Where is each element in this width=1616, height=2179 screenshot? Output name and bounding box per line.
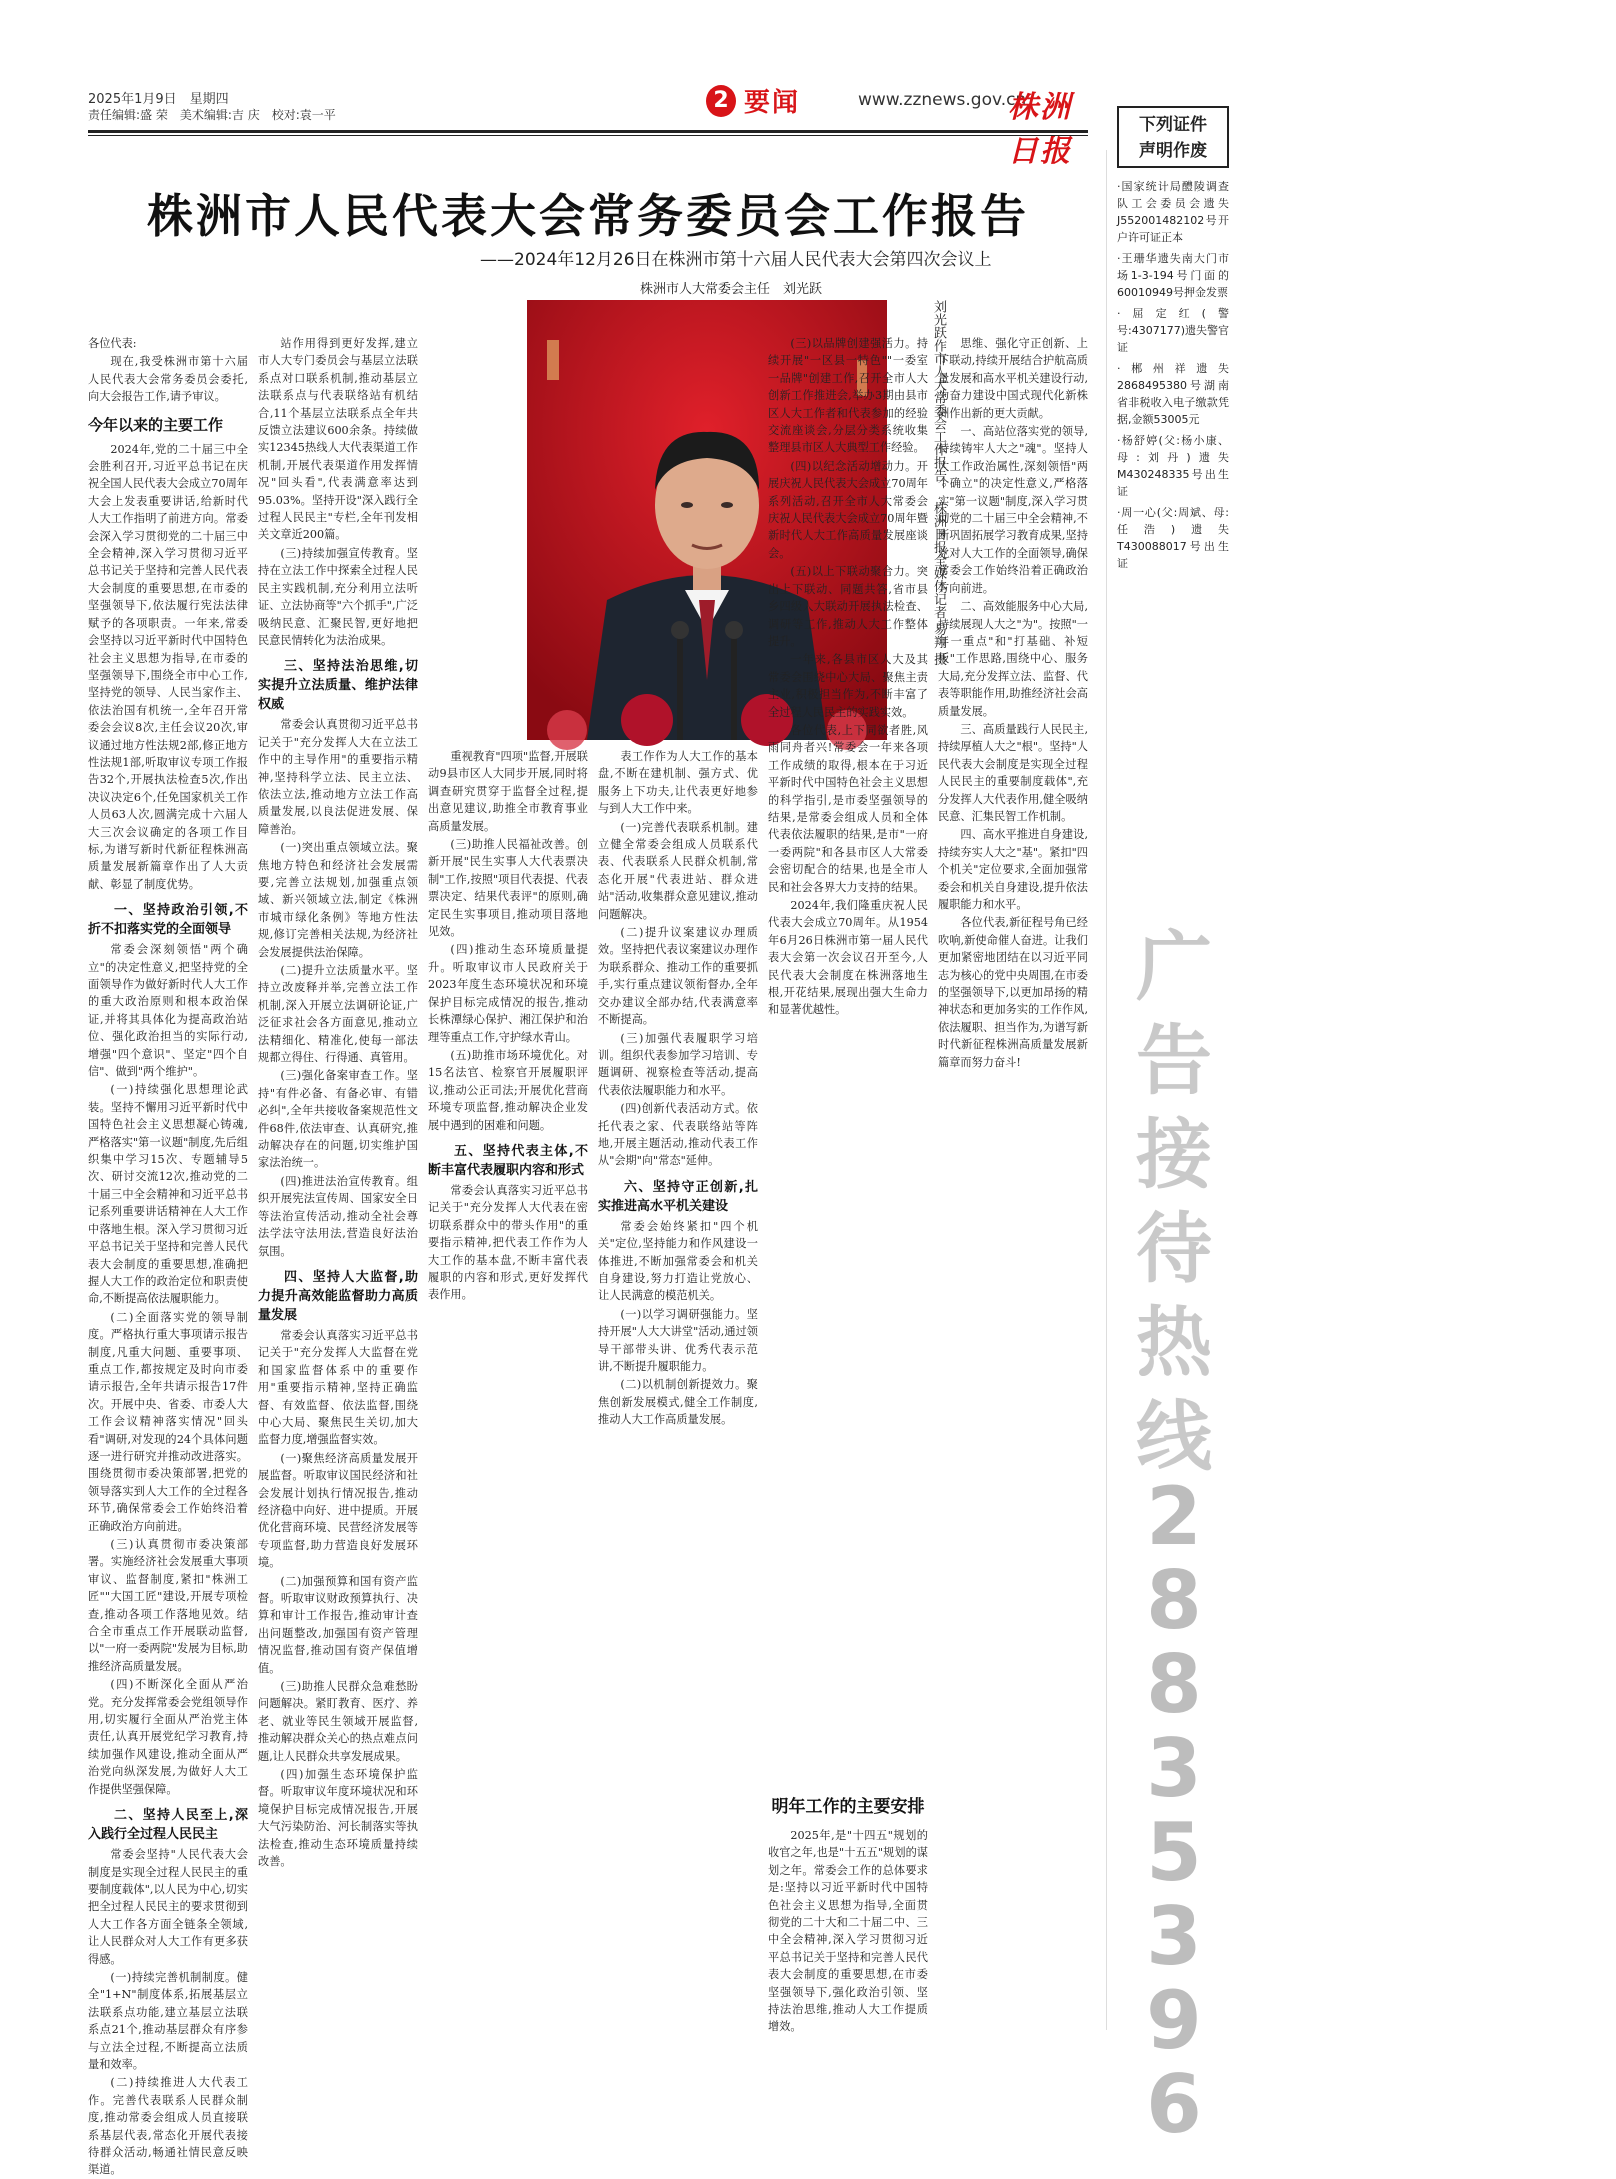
ad-hotline-number: 2 8 8 3 5 3 9 6: [1146, 1470, 1202, 2151]
paragraph: 各位代表:: [88, 337, 137, 350]
section-marker: [706, 82, 800, 119]
page-number: 2: [706, 85, 736, 117]
article-author: 株洲市人大常委会主任 刘光跃: [640, 282, 823, 297]
paragraph: 常委会坚持"人民代表大会制度是实现全过程人民民主的重要制度载体",以人民为中心,切实把全过程人民民主的要求贯彻到人大工作各方面全链条全领域,让人民群众对人大工作有更多获得感。: [88, 1848, 248, 1966]
paragraph: (三)助推人民福祉改善。创新开展"民生实事人大代表票决制"工作,按照"项目代表提、代表票决定、结果代表评"的原则,确定民生实事项目,推动项目落地见效。: [428, 838, 588, 939]
editor-credits: 责任编辑:盛 荣 美术编辑:吉 庆 校对:袁一平: [88, 108, 336, 122]
paragraph: (三)以品牌创建强活力。持续开展"一区县一特色""一委室一品牌"创建工作,召开全市人大创新工作推进会,举办3期由县市区人大工作者和代表参加的经验交流座谈会,分层分类系统收集整理县市区人大典型工作经验。: [768, 337, 928, 455]
paragraph: 站作用得到更好发挥,建立市人大专门委员会与基层立法联系点对口联系机制,推动基层立法联系点与代表联络站有机结合,11个基层立法联系点全年共反馈立法建议600余条。持续做实12345热线人大代表渠道工作机制,开展代表渠道作用发挥情况"回头看",代表满意率达到95.03%。坚持开设"深入践行全过程人民民主"专栏,全年刊发相关文章近200篇。: [258, 337, 418, 542]
section-name: 要闻: [744, 88, 801, 118]
issue-date: 2025年1月9日 星期四: [88, 92, 229, 107]
paragraph: (四)推进法治宣传教育。组织开展宪法宣传周、国家安全日等法治宣传活动,推动全社会尊法学法守法用法,营造良好法治氛围。: [258, 1174, 418, 1258]
paragraph: 常委会认真落实习近平总书记关于"充分发挥人大监督在党和国家监督体系中的重要作用"重要指示精神,坚持正确监督、有效监督、依法监督,围绕中心大局、聚焦民生关切,加大监督力度,增强监督实效。: [258, 1328, 418, 1447]
notice-header-line-1: 下列证件: [1139, 115, 1207, 135]
article-column-2: [258, 335, 418, 2035]
section-heading: 一、坚持政治引领,不折不扣落实党的全面领导: [88, 903, 248, 938]
section-heading: 二、坚持人民至上,深入践行全过程人民民主: [88, 1808, 248, 1843]
section-heading: 六、坚持守正创新,扎实推进高水平机关建设: [598, 1179, 758, 1214]
photo-caption: 刘光跃作市人大常委会工作报告。 株洲日报全媒体记者 易翔 摄: [931, 300, 946, 666]
newspaper-masthead: 株洲日报: [1008, 90, 1072, 169]
section-heading: 五、坚持代表主体,不断丰富代表履职内容和形式: [428, 1143, 588, 1178]
notice-item: ·杨舒婷(父:杨小康、母:刘丹)遗失M430248335号出生证: [1117, 434, 1229, 498]
notice-item: ·王珊华遗失南大门市场1-3-194号门面的60010949号押金发票: [1117, 252, 1229, 299]
notice-item: ·屈定红(警号:4307177)遗失警官证: [1117, 307, 1229, 354]
paragraph: (五)以上下联动聚合力。突出上下联动、同题共答,省市县乡四级人大联动开展执法检查、调研等工作,推动人大工作整体提升。: [768, 565, 928, 648]
article-column-6: [938, 335, 1088, 2035]
paragraph: (四)创新代表活动方式。依托代表之家、代表联络站等阵地,开展主题活动,推动代表工作从"会期"向"常态"延伸。: [598, 1102, 758, 1168]
paragraph: 各位代表,新征程号角已经吹响,新使命催人奋进。让我们更加紧密地团结在以习近平同志为核心的党中央周围,在市委的坚强领导下,以更加昂扬的精神状态和更加务实的工作作风,依法履职、担当作为,为谱写新时代新征程株洲高质量发展新篇章而努力奋斗!: [938, 916, 1088, 1069]
paragraph: 2024年,我们隆重庆祝人民代表大会成立70周年。从1954年6月26日株洲市第一届人民代表大会第一次会议召开至今,人民代表大会制度在株洲落地生根,开花结果,展现出强大生命力和显著优越性。: [768, 899, 928, 1017]
paragraph: (四)推动生态环境质量提升。听取审议市人民政府关于2023年度生态环境状况和环境保护目标完成情况的报告,推动长株潭绿心保护、湘江保护和治理等重点工作,守护绿水青山。: [428, 943, 588, 1044]
page-header: [88, 82, 1088, 169]
site-url[interactable]: www.zznews.gov.cn: [858, 90, 1027, 110]
paragraph: 常委会始终紧扣"四个机关"定位,坚持能力和作风建设一体推进,不断加强常委会和机关自身建设,努力打造让党放心、让人民满意的模范机关。: [598, 1219, 758, 1303]
paragraph: (二)加强预算和国有资产监督。听取审议财政预算执行、决算和审计工作报告,推动审计查出问题整改,加强国有资产管理情况监督,推动国有资产保值增值。: [258, 1574, 418, 1675]
paragraph: (一)完善代表联系机制。建立健全常委会组成人员联系代表、代表联系人民群众机制,常态化开展"代表进站、群众进站"活动,收集群众意见建议,推动问题解决。: [598, 820, 758, 921]
paragraph: (三)持续加强宣传教育。坚持在立法工作中探索全过程人民民主实践机制,充分利用立法听证、立法协商等"六个抓手",广泛吸纳民意、汇聚民智,更好地把民意民情转化为法治成果。: [258, 546, 418, 647]
notice-item: ·郴州祥遗失2868495380号湖南省非税收入电子缴款凭据,金额53005元: [1117, 362, 1229, 426]
paragraph: 常委会认真贯彻习近平总书记关于"充分发挥人大在立法工作中的主导作用"的重要指示精神,坚持科学立法、民主立法、依法立法,推动地方立法工作高质量发展,以良法促进发展、保障善治。: [258, 718, 418, 836]
article-subtitle: ——2024年12月26日在株洲市第十六届人民代表大会第四次会议上: [480, 250, 992, 270]
paragraph: (四)不断深化全面从严治党。充分发挥常委会党组领导作用,切实履行全面从严治党主体责任,认真开展党纪学习教育,持续加强作风建设,推动全面从严治党向纵深发展,为做好人大工作提供坚强保障。: [88, 1678, 248, 1796]
paragraph: (二)提升立法质量水平。坚持立改废释并举,完善立法工作机制,深入开展立法调研论证,广泛征求社会各方面意见,推动立法精细化、精准化,使每一部法规都立得住、行得通、真管用。: [258, 964, 418, 1065]
paragraph: (三)强化备案审查工作。坚持"有件必备、有备必审、有错必纠",全年共接收备案规范性文件68件,依法审查、认真研究,推动解决存在的问题,切实维护国家法治统一。: [258, 1069, 418, 1170]
notice-box-header: [1117, 106, 1229, 168]
paragraph: (二)以机制创新提效力。聚焦创新发展模式,健全工作制度,推动人大工作高质量发展。: [598, 1378, 758, 1427]
paragraph: (一)聚焦经济高质量发展开展监督。听取审议国民经济和社会发展计划执行情况报告,推动经济稳中向好、进中提质。开展优化营商环境、民营经济发展等专项监督,助力营造良好发展环境。: [258, 1451, 418, 1570]
paragraph: (二)提升议案建议办理质效。坚持把代表议案建议办理作为联系群众、推动工作的重要抓手,实行重点建议领衔督办,全年交办建议全部办结,代表满意率不断提高。: [598, 926, 758, 1027]
article-column-3: [428, 748, 588, 2038]
paragraph: (四)以纪念活动增动力。开展庆祝人民代表大会成立70周年系列活动,召开全市人大常委会庆祝人民代表大会成立70周年暨新时代人大工作高质量发展座谈会。: [768, 459, 928, 560]
paragraph: (二)全面落实党的领导制度。严格执行重大事项请示报告制度,凡重大问题、重要事项、重点工作,都按规定及时向市委请示报告,全年共请示报告17件次。开展中央、省委、市委人大工作会议精神落实情况"回头看"调研,对发现的24个具体问题逐一进行研究并推动改进落实。围绕贯彻市委决策部署,把党的领导落实到人大工作的全过程各环节,确保常委会工作始终沿着正确政治方向前进。: [88, 1310, 248, 1533]
paragraph: (三)认真贯彻市委决策部署。实施经济社会发展重大事项审议、监督制度,紧扣"株洲工匠""大国工匠"建设,开展专项检查,推动各项工作落地见效。结合全市重点工作开展联动监督,以"一府一委两院"发展为目标,助推经济高质量发展。: [88, 1538, 248, 1673]
paragraph: 二、高效能服务中心大局,持续展现人大之"为"。按照"一年一重点"和"打基础、补短板"工作思路,围绕中心、服务大局,充分发挥立法、监督、代表等职能作用,助推经济社会高质量发展。: [938, 600, 1088, 718]
next-year-intro: 2025年,是"十四五"规划的收官之年,也是"十五五"规划的谋划之年。常委会工作的总体要求是:坚持以习近平新时代中国特色社会主义思想为指导,全面贯彻党的二十大和二十届二中、三中全会精神,深入学习贯彻习近平总书记关于坚持和完善人民代表大会制度的重要思想,在市委坚强领导下,强化政治引领、坚持法治思维,推动人大工作提质增效。: [768, 1829, 928, 2034]
notice-item: ·国家统计局醴陵调查队工会委员会遗失J552001482102号开户许可证正本: [1117, 180, 1229, 244]
next-year-heading: 明年工作的主要安排: [771, 1797, 925, 1817]
article-title: 株洲市人民代表大会常务委员会工作报告: [147, 189, 1029, 243]
paragraph: (一)突出重点领域立法。聚焦地方特色和经济社会发展需要,完善立法规划,加强重点领域、新兴领域立法,制定《株洲市城市绿化条例》等地方性法规,修订完善相关法规,为经济社会发展提供法治保障。: [258, 841, 418, 959]
paragraph: (一)持续完善机制制度。健全"1+N"制度体系,拓展基层立法联系点功能,建立基层立法联系点21个,推动基层群众有序参与立法全过程,不断提高立法质量和效率。: [88, 1970, 248, 2071]
paragraph: 表工作作为人大工作的基本盘,不断在建机制、强方式、优服务上下功夫,让代表更好地参与到人大工作中来。: [598, 750, 758, 816]
paragraph: 2024年,党的二十届三中全会胜利召开,习近平总书记在庆祝全国人民代表大会成立70周年大会上发表重要讲话,给新时代人大工作指明了前进方向。常委会深入学习贯彻党的二十届三中全会精神,深入学习贯彻习近平总书记关于坚持和完善人民代表大会制度的重要思想,在市委的坚强领导下,依法履行宪法法律赋予的各项职责。一年来,常委会坚持以习近平新时代中国特色社会主义思想为指导,在市委的坚强领导下,围绕全市中心工作,坚持党的领导、人民当家作主、依法治国有机统一,全年召开常委会会议8次,主任会议20次,审议通过地方性法规2部,修正地方性法规1部,听取审议专项工作报告32个,开展执法检查5次,作出决议决定6个,任免国家机关工作人员63人次,圆满完成十六届人大三次会议确定的各项工作目标,为谱写新时代新征程株洲高质量发展新篇章作出了人大贡献、彰显了制度优势。: [88, 442, 248, 891]
paragraph: (五)助推市场环境优化。对15名法官、检察官开展履职评议,推动公正司法;开展优化营商环境专项监督,推动解决企业发展中遇到的困难和问题。: [428, 1048, 588, 1132]
next-year-section: [768, 1780, 928, 2035]
article-column-5: [768, 335, 928, 1765]
paragraph: 各位代表,上下同欲者胜,风雨同舟者兴!常委会一年来各项工作成绩的取得,根本在于习近平新时代中国特色社会主义思想的科学指引,是市委坚强领导的结果,是常委会组成人员和全体代表依法履职的结果,是市"一府一委两院"和各县市区人大常委会密切配合的结果,也是全市人民和社会各界大力支持的结果。: [768, 723, 928, 894]
header-rule-thin: [88, 135, 1088, 136]
paragraph: (一)以学习调研强能力。坚持开展"人大大讲堂"活动,通过领导干部带头讲、优秀代表示范讲,不断提升履职能力。: [598, 1307, 758, 1373]
paragraph: 三、高质量践行人民民主,持续厚植人大之"根"。坚持"人民代表大会制度是实现全过程人民民主的重要制度载体",充分发挥人大代表作用,健全吸纳民意、汇集民智工作机制。: [938, 722, 1088, 823]
ad-hotline-label: 广 告 接 待 热 线: [1136, 922, 1212, 1481]
article-column-1: [88, 335, 248, 2177]
paragraph: 重视教育"四项"监督,开展联动9县市区人大同步开展,同时将调查研究贯穿于监督全过程,提出意见建议,助推全市教育事业高质量发展。: [428, 750, 588, 833]
section-heading: 四、坚持人大监督,助力提升高效能监督助力高质量发展: [258, 1269, 418, 1323]
section-heading: 今年以来的主要工作: [88, 415, 224, 434]
paragraph: 四、高水平推进自身建设,持续夯实人大之"基"。紧扣"四个机关"定位要求,全面加强常委会和机关自身建设,提升依法履职能力和水平。: [938, 828, 1088, 911]
paragraph: 常委会深刻领悟"两个确立"的决定性意义,把坚持党的全面领导作为做好新时代人大工作的重大政治原则和根本政治保证,并将其具体化为提高政治站位、强化政治担当的实际行动,增强"四个意识"、坚定"四个自信"、做到"两个维护"。: [88, 943, 248, 1079]
paragraph: (四)加强生态环境保护监督。听取审议年度环境状况和环境保护目标完成情况报告,开展大气污染防治、河长制落实等执法检查,推动生态环境质量持续改善。: [258, 1768, 418, 1869]
paragraph: 一年来,各县市区人大及其常委会围绕中心大局、聚焦主责主业,积极担当作为,不断丰富了全过程人民民主的实践实效。: [768, 653, 928, 719]
paragraph: 一、高站位落实党的领导,持续铸牢人大之"魂"。坚持人大工作政治属性,深刻领悟"两个确立"的决定性意义,严格落实"第一议题"制度,深入学习贯彻党的二十届三中全会精神,不断巩固拓展学习教育成果,坚持党对人大工作的全面领导,确保常委会工作始终沿着正确政治方向前进。: [938, 425, 1088, 595]
notice-item: ·周一心(父:周斌、母:任浩)遗失T430088017号出生证: [1117, 506, 1229, 570]
section-heading: 三、坚持法治思维,切实提升立法质量、维护法律权威: [258, 659, 418, 713]
paragraph: (二)持续推进人大代表工作。完善代表联系人民群众制度,推动常委会组成人员直接联系基层代表,常态化开展代表接待群众活动,畅通社情民意反映渠道。: [88, 2076, 248, 2177]
paragraph: 现在,我受株洲市第十六届人民代表大会常务委员会委托,向大会报告工作,请予审议。: [88, 355, 248, 404]
paragraph: 思维、强化守正创新、上下联动,持续开展结合护航高质量发展和高水平机关建设行动,为奋力建设中国式现代化新株洲作出新的更大贡献。: [938, 337, 1088, 420]
paragraph: (三)助推人民群众急难愁盼问题解决。紧盯教育、医疗、养老、就业等民生领域开展监督,推动解决群众关心的热点难点问题,让人民群众共享发展成果。: [258, 1680, 418, 1763]
sidebar-divider: [1106, 150, 1107, 2030]
article-column-4: [598, 748, 758, 2038]
paragraph: 常委会认真落实习近平总书记关于"充分发挥人大代表在密切联系群众中的带头作用"的重要指示精神,把代表工作作为人大工作的基本盘,不断丰富代表履职的内容和形式,更好发挥代表作用。: [428, 1183, 588, 1302]
header-rule: [88, 130, 1088, 133]
notice-header-line-2: 声明作废: [1139, 141, 1207, 161]
paragraph: (一)持续强化思想理论武装。坚持不懈用习近平新时代中国特色社会主义思想凝心铸魂,严格落实"第一议题"制度,先后组织集中学习15次、专题辅导5次、研讨交流12次,推动党的二十届三中全会精神和习近平总书记系列重要讲话精神在人大工作中落地生根。深入学习贯彻习近平总书记关于坚持和完善人民代表大会制度的重要思想,准确把握人大工作的政治定位和职责使命,不断提高依法履职能力。: [88, 1083, 248, 1306]
paragraph: (三)加强代表履职学习培训。组织代表参加学习培训、专题调研、视察检查等活动,提高代表依法履职能力和水平。: [598, 1031, 758, 1097]
lost-document-notices: [1117, 178, 1229, 576]
